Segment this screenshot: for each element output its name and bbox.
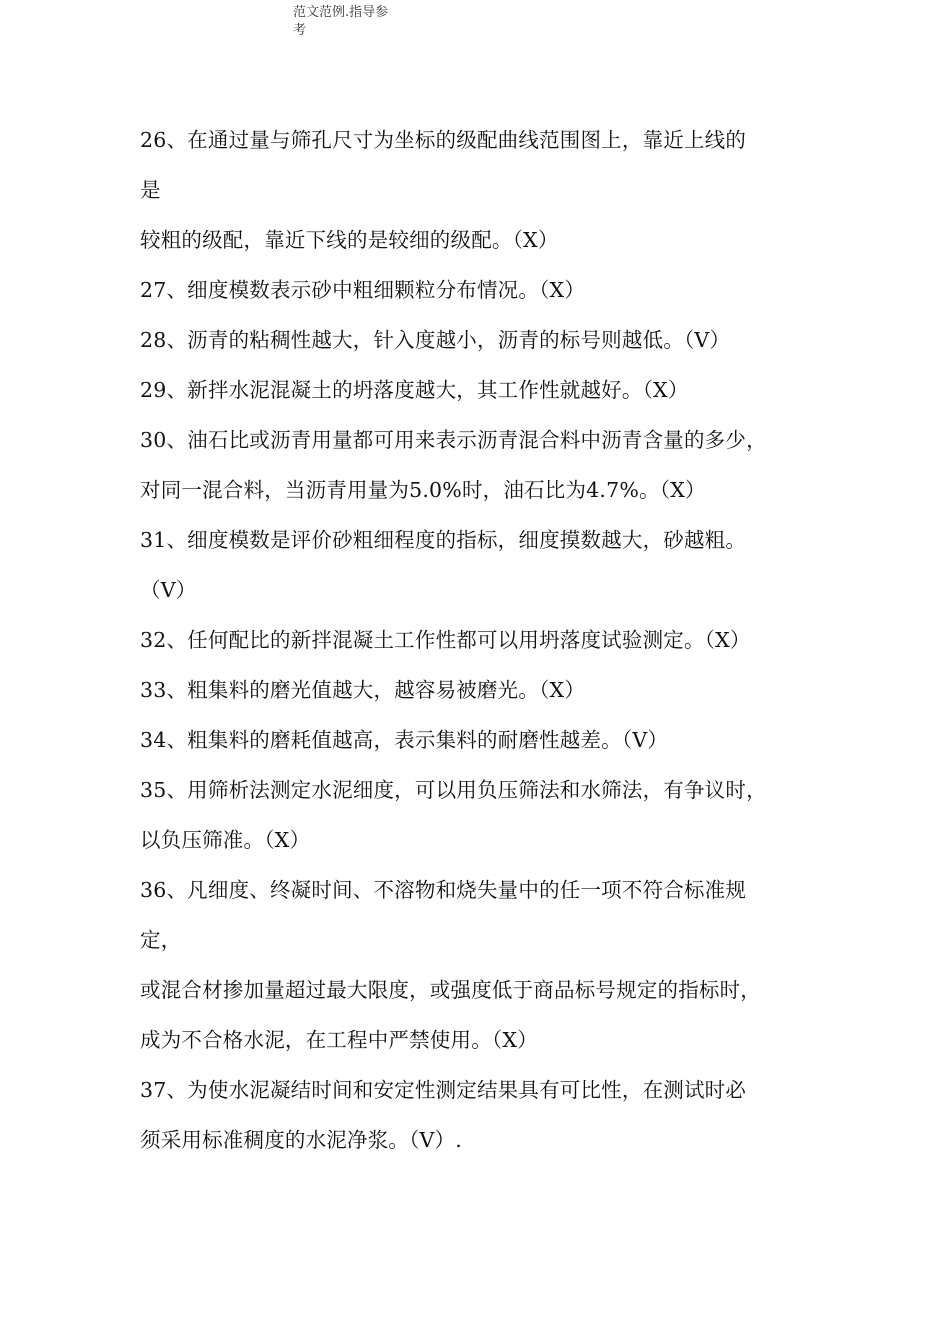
- text-line: 28、沥青的粘稠性越大，针入度越小，沥青的标号则越低。（V）: [140, 328, 731, 352]
- text-line: 31、细度模数是评价砂粗细程度的指标，细度摸数越大，砂越粗。: [140, 528, 747, 552]
- text-line: 35、用筛析法测定水泥细度，可以用负压筛法和水筛法，有争议时，: [140, 778, 767, 802]
- text-line: 32、任何配比的新拌混凝土工作性都可以用坍落度试验测定。（X）: [140, 628, 751, 652]
- text-line: （V）: [140, 578, 197, 602]
- text-line: 30、油石比或沥青用量都可用来表示沥青混合料中沥青含量的多少，: [140, 428, 767, 452]
- text-line: 29、新拌水泥混凝土的坍落度越大，其工作性就越好。（X）: [140, 378, 689, 402]
- header-note-line-2: 考: [293, 23, 307, 38]
- text-line: 成为不合格水泥，在工程中严禁使用。（X）: [140, 1028, 538, 1052]
- text-line: 或混合材掺加量超过最大限度，或强度低于商品标号规定的指标时，: [140, 978, 761, 1002]
- text-line: 34、粗集料的磨耗值越高，表示集料的耐磨性越差。（V）: [140, 728, 669, 752]
- text-line: 26、在通过量与筛孔尺寸为坐标的级配曲线范围图上，靠近上线的: [140, 128, 747, 152]
- text-line: 以负压筛准。（X）: [140, 828, 311, 852]
- text-line: 33、粗集料的磨光值越大，越容易被磨光。（X）: [140, 678, 586, 702]
- document-body: [140, 115, 820, 1165]
- text-line: 是: [140, 178, 161, 202]
- header-note: [293, 4, 413, 40]
- text-line: 37、为使水泥凝结时间和安定性测定结果具有可比性，在测试时必: [140, 1078, 747, 1102]
- text-line: 27、细度模数表示砂中粗细颗粒分布情况。（X）: [140, 278, 586, 302]
- text-line: 36、凡细度、终凝时间、不溶物和烧失量中的任一项不符合标准规: [140, 878, 747, 902]
- text-line: 对同一混合料，当沥青用量为5.0%时，油石比为4.7%。（X）: [140, 478, 706, 502]
- text-line: 较粗的级配，靠近下线的是较细的级配。（X）: [140, 228, 559, 252]
- text-line: 须采用标准稠度的水泥净浆。（V）.: [140, 1128, 462, 1152]
- text-line: 定，: [140, 928, 182, 952]
- header-note-line-1: 范文范例.指导参: [293, 5, 389, 20]
